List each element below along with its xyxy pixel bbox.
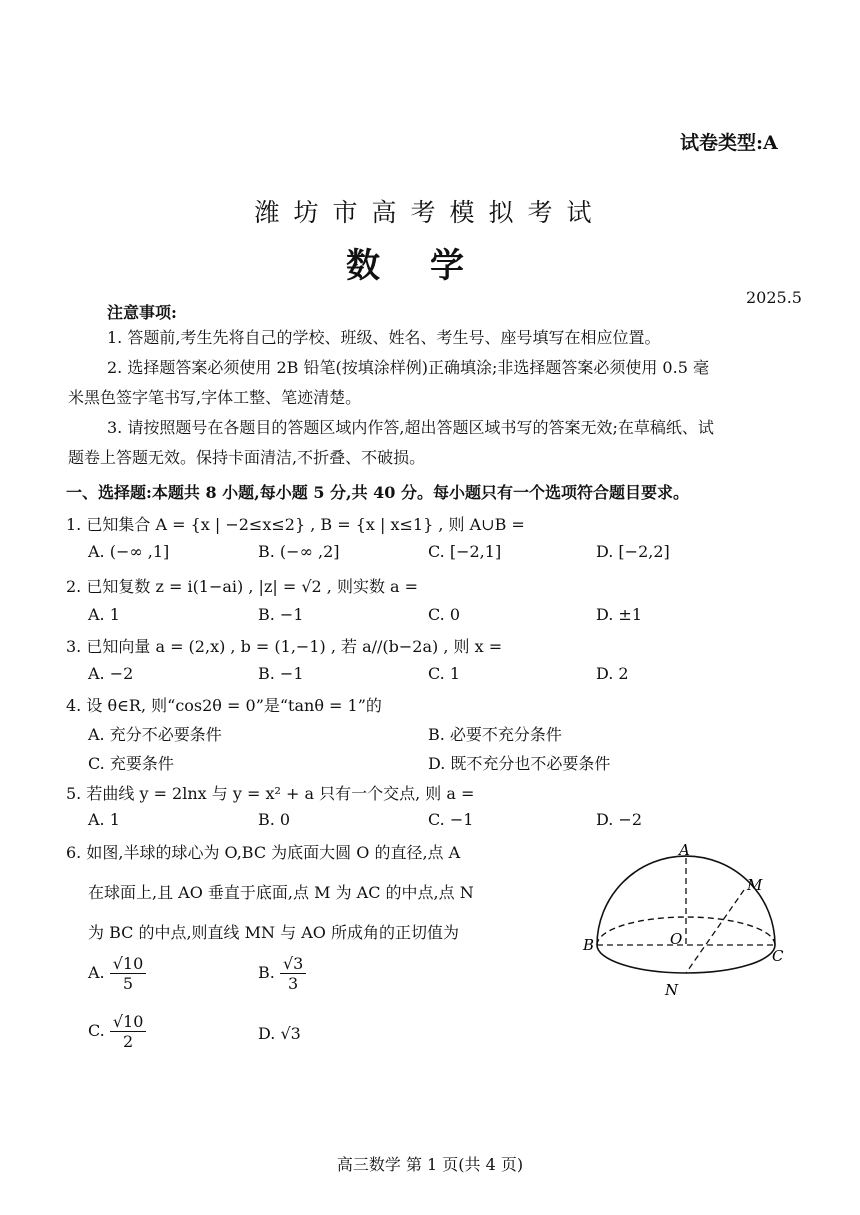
question-6-stem-line-3: 为 BC 的中点,则直线 MN 与 AO 所成角的正切值为	[88, 923, 459, 942]
section-heading: 一、选择题:本题共 8 小题,每小题 5 分,共 40 分。每小题只有一个选项符合题目要求。	[66, 483, 690, 502]
option-label: B.	[258, 963, 275, 983]
question-5-stem: 5. 若曲线 y = 2lnx 与 y = x² + a 只有一个交点, 则 a =	[66, 784, 475, 803]
option-label: A.	[88, 963, 105, 983]
option-label: D.	[258, 1024, 276, 1043]
question-1-option-b: B. (−∞ ,2]	[258, 542, 340, 561]
question-5-option-c: C. −1	[428, 810, 474, 829]
label-b: B	[583, 936, 595, 954]
question-6-option-d	[258, 1024, 301, 1043]
page-footer: 高三数学 第 1 页(共 4 页)	[336, 1155, 524, 1174]
question-6-stem-line-2: 在球面上,且 AO 垂直于底面,点 M 为 AC 的中点,点 N	[88, 883, 474, 902]
question-5-option-d: D. −2	[596, 810, 643, 829]
question-3-option-a: A. −2	[88, 664, 134, 683]
fraction-denominator: 2	[123, 1032, 134, 1052]
note-2-cont: 米黑色签字笔书写,字体工整、笔迹清楚。	[68, 388, 362, 407]
notes-heading: 注意事项:	[107, 303, 177, 322]
question-4-option-a: A. 充分不必要条件	[88, 725, 222, 744]
question-1-option-a: A. (−∞ ,1]	[88, 542, 170, 561]
fraction	[110, 1012, 147, 1051]
question-5-option-a: A. 1	[88, 810, 120, 829]
question-1-option-d: D. [−2,2]	[596, 542, 670, 561]
exam-date: 2025.5	[746, 288, 802, 307]
option-value: √3	[280, 1024, 301, 1043]
note-3: 3. 请按照题号在各题目的答题区域内作答,超出答题区域书写的答案无效;在草稿纸、试	[107, 418, 714, 437]
fraction	[110, 954, 147, 993]
note-1: 1. 答题前,考生先将自己的学校、班级、姓名、考生号、座号填写在相应位置。	[107, 328, 661, 347]
fraction	[280, 954, 306, 993]
fraction-numerator: √3	[280, 954, 306, 974]
question-2-option-d: D. ±1	[596, 605, 643, 624]
paper-type: 试卷类型:A	[680, 132, 778, 154]
question-4-option-d: D. 既不充分也不必要条件	[428, 754, 611, 773]
question-4-option-b: B. 必要不充分条件	[428, 725, 562, 744]
fraction-denominator: 5	[122, 974, 134, 994]
note-2: 2. 选择题答案必须使用 2B 铅笔(按填涂样例)正确填涂;非选择题答案必须使用 0.5 毫	[107, 358, 709, 377]
question-2-stem: 2. 已知复数 z = i(1−ai) , |z| = √2 , 则实数 a =	[66, 577, 419, 596]
label-o: O	[670, 930, 683, 948]
question-3-stem: 3. 已知向量 a = (2,x) , b = (1,−1) , 若 a//(b−2a) , 则 x =	[66, 637, 503, 656]
note-3-cont: 题卷上答题无效。保持卡面清洁,不折叠、不破损。	[68, 448, 426, 467]
question-6-option-b	[258, 954, 306, 993]
label-a: A	[679, 841, 690, 859]
label-m: M	[747, 876, 763, 894]
label-n: N	[665, 981, 679, 999]
hemisphere-figure	[570, 840, 800, 1010]
fraction-numerator: √10	[110, 954, 147, 974]
segment-mn	[686, 890, 744, 973]
question-2-option-c: C. 0	[428, 605, 461, 624]
base-circle-front	[597, 945, 775, 973]
question-3-option-b: B. −1	[258, 664, 304, 683]
question-3-option-c: C. 1	[428, 664, 461, 683]
label-c: C	[772, 947, 784, 965]
question-5-option-b: B. 0	[258, 810, 291, 829]
question-1-stem: 1. 已知集合 A = {x | −2≤x≤2} , B = {x | x≤1} , 则 A∪B =	[66, 515, 525, 534]
question-6-option-c	[88, 1012, 146, 1051]
subject-title: 数学	[346, 246, 514, 286]
question-4-option-c: C. 充要条件	[88, 754, 174, 773]
question-6-stem-line-1: 6. 如图,半球的球心为 O,BC 为底面大圆 O 的直径,点 A	[66, 843, 461, 862]
question-2-option-a: A. 1	[88, 605, 120, 624]
question-3-option-d: D. 2	[596, 664, 629, 683]
fraction-denominator: 3	[288, 974, 299, 994]
question-4-stem: 4. 设 θ∈R, 则“cos2θ = 0”是“tanθ = 1”的	[66, 696, 382, 715]
question-1-option-c: C. [−2,1]	[428, 542, 502, 561]
question-2-option-b: B. −1	[258, 605, 304, 624]
question-6-option-a	[88, 954, 146, 993]
option-label: C.	[88, 1021, 105, 1041]
fraction-numerator: √10	[110, 1012, 147, 1032]
exam-title: 潍坊市高考模拟考试	[254, 198, 606, 227]
